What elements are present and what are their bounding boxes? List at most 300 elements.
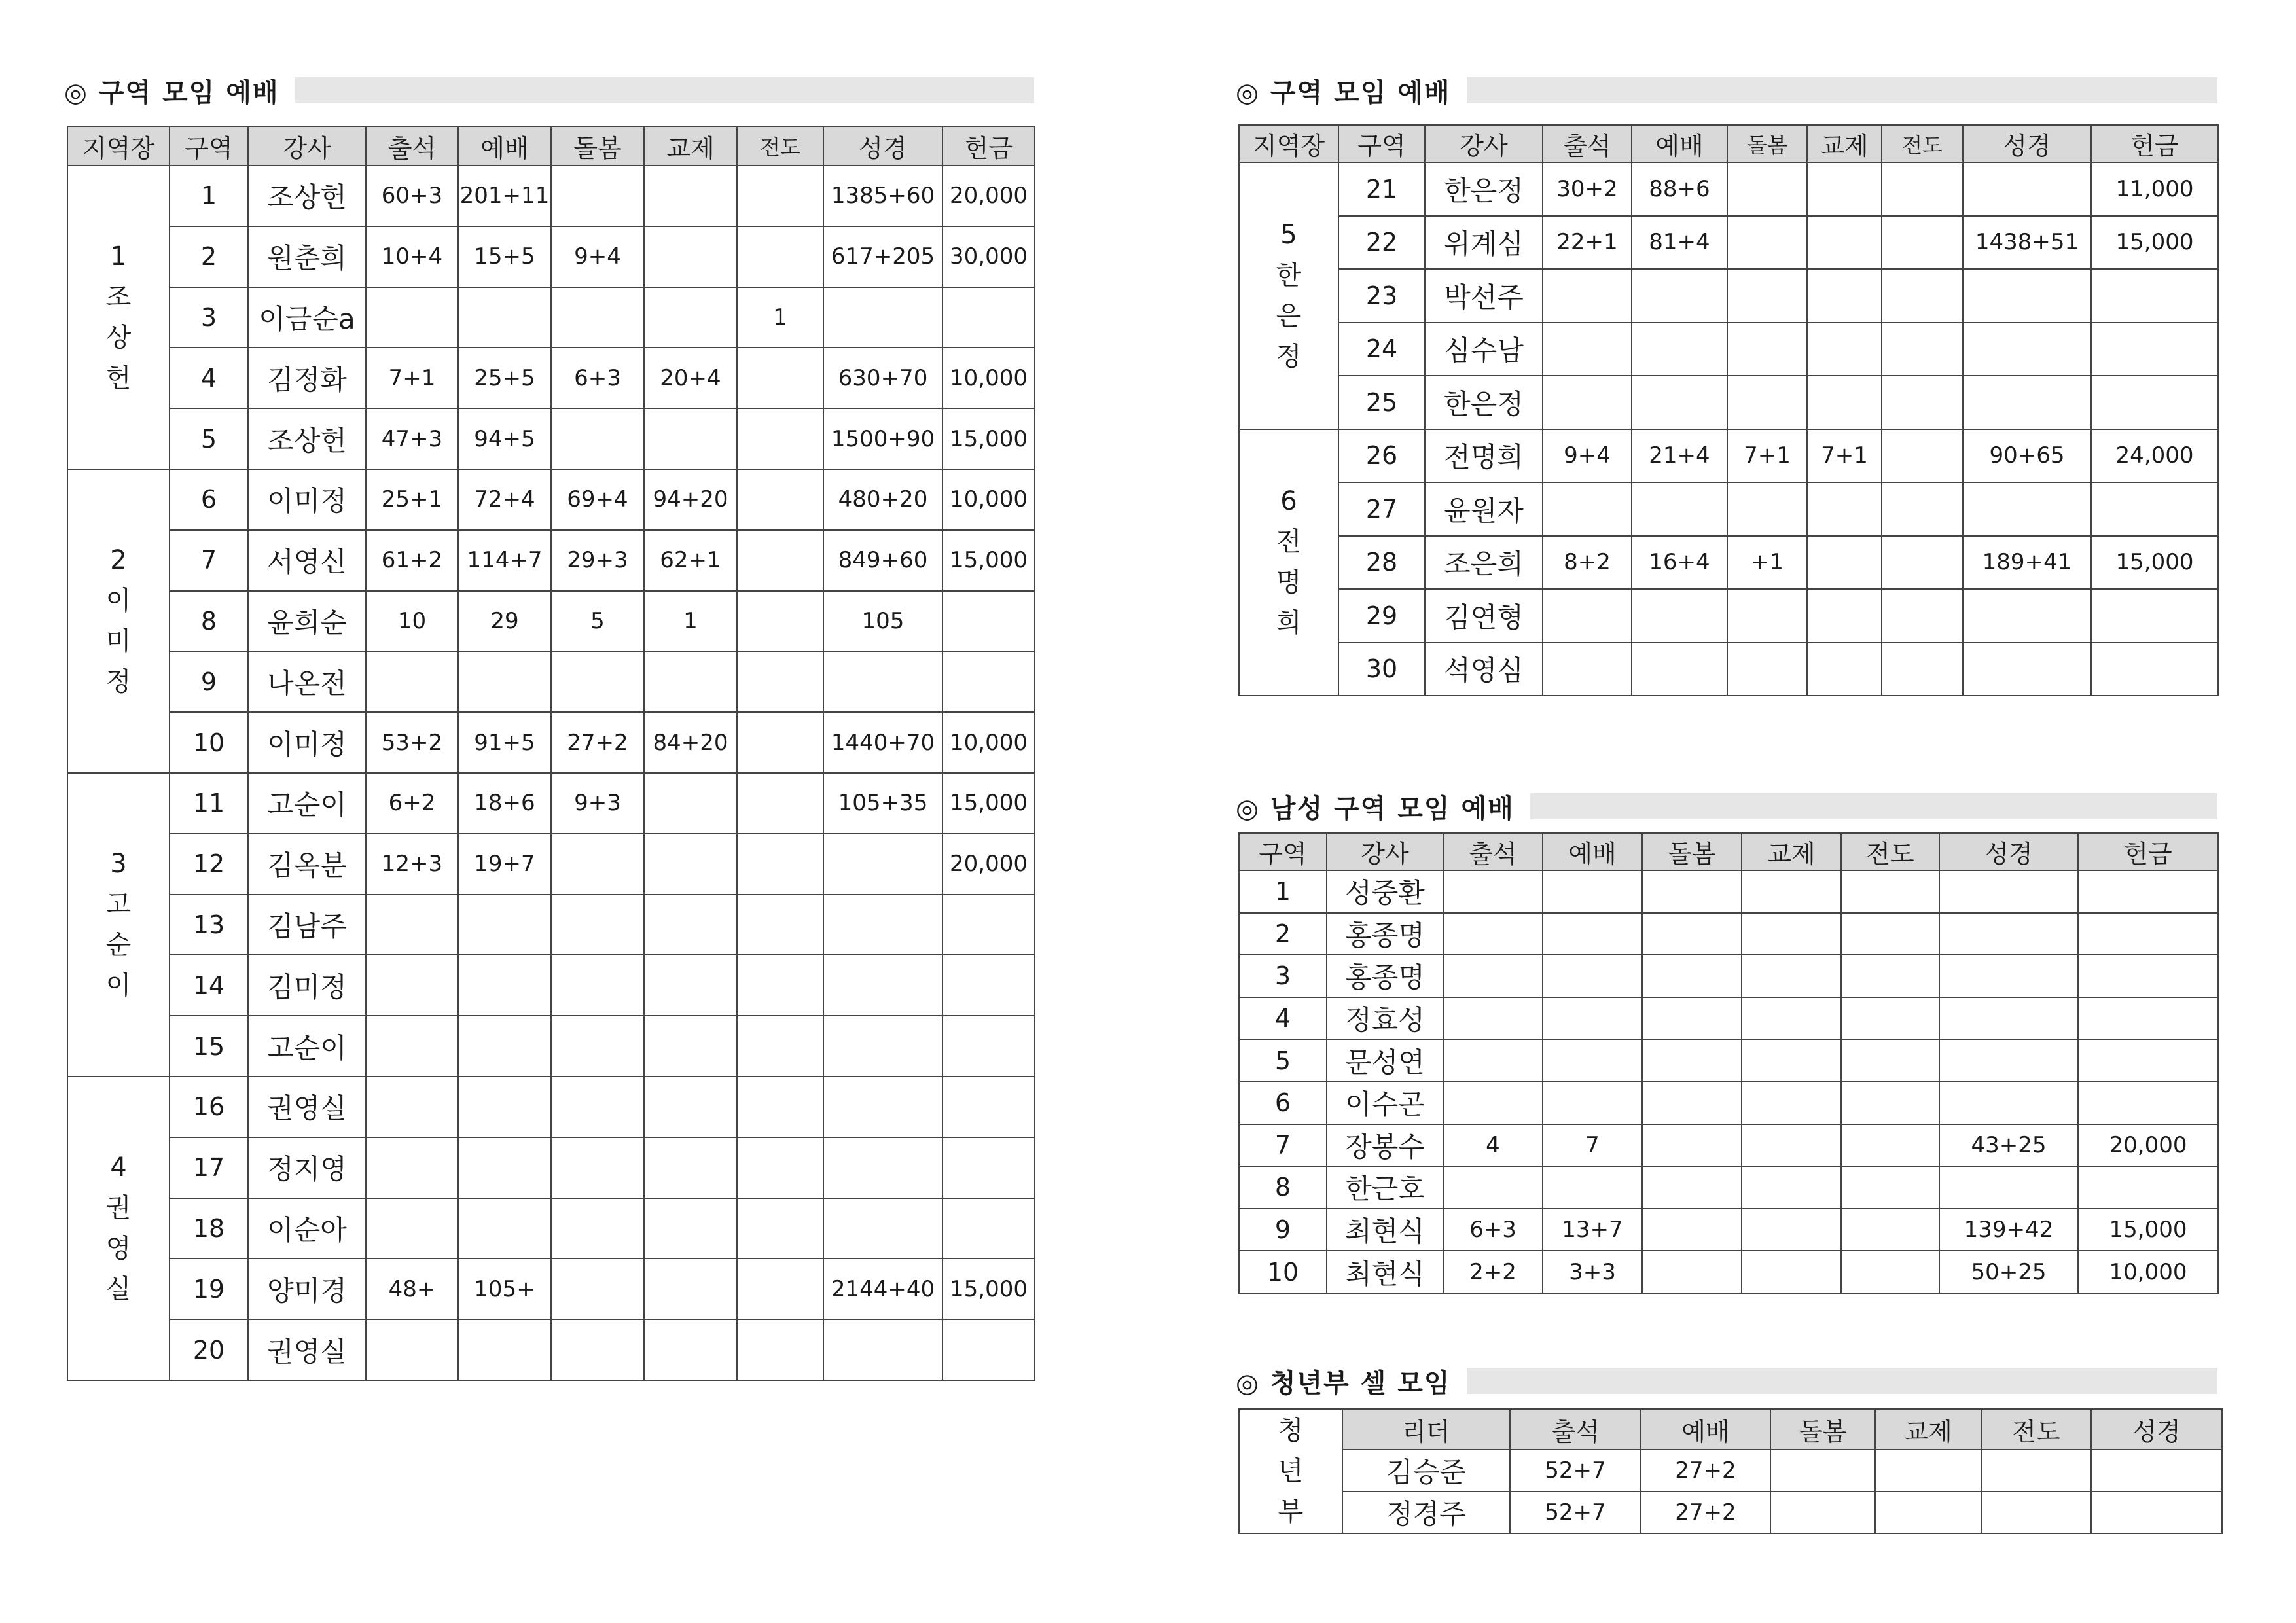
fellowship <box>1807 269 1882 323</box>
fellowship <box>644 834 737 895</box>
care <box>1642 913 1742 955</box>
worship <box>1543 1166 1642 1209</box>
bible <box>1963 269 2091 323</box>
district-number: 1 <box>1239 870 1327 913</box>
district-number: 13 <box>170 895 248 955</box>
district-number: 29 <box>1338 589 1425 643</box>
district-number: 25 <box>1338 376 1425 429</box>
attendance <box>366 1077 458 1137</box>
district-number: 27 <box>1338 482 1425 536</box>
youth-group-char: 년 <box>1278 1456 1304 1486</box>
offering <box>942 1016 1035 1077</box>
attendance: 6+2 <box>366 773 458 834</box>
offering: 15,000 <box>942 408 1035 469</box>
district-leader-char: 이 <box>105 970 132 1001</box>
header-teacher: 강사 <box>248 126 366 166</box>
leader-name: 정경주 <box>1342 1491 1510 1533</box>
title-bar <box>1467 77 2217 103</box>
fellowship <box>1742 955 1841 997</box>
attendance: 7+1 <box>366 348 458 408</box>
youth-group-label <box>1239 1409 1342 1533</box>
fellowship <box>1807 376 1882 429</box>
header-attendance: 출석 <box>1443 833 1543 870</box>
worship <box>458 1077 551 1137</box>
evangelism <box>737 469 823 530</box>
evangelism <box>737 166 823 226</box>
care: +1 <box>1727 536 1807 590</box>
table-row <box>67 530 1035 591</box>
worship: 25+5 <box>458 348 551 408</box>
offering <box>942 1077 1035 1137</box>
care <box>1727 643 1807 696</box>
attendance <box>366 1137 458 1198</box>
bible: 1438+51 <box>1963 216 2091 270</box>
teacher-name: 성중환 <box>1327 870 1443 913</box>
title-bar <box>1530 793 2217 819</box>
fellowship <box>644 287 737 348</box>
care: 29+3 <box>551 530 644 591</box>
attendance: 52+7 <box>1510 1450 1641 1491</box>
fellowship <box>1807 536 1882 590</box>
attendance: 30+2 <box>1543 162 1632 216</box>
evangelism <box>1841 1039 1939 1082</box>
fellowship <box>644 651 737 712</box>
district-leader-char: 순 <box>105 929 132 960</box>
district-leader-char: 조 <box>105 281 132 312</box>
table-row <box>1239 162 2218 216</box>
header-evangelism: 전도 <box>1882 125 1963 162</box>
section-title: ◎ 구역 모임 예배 <box>1236 77 1451 108</box>
district-number: 21 <box>1338 162 1425 216</box>
offering: 10,000 <box>942 348 1035 408</box>
attendance: 10 <box>366 591 458 652</box>
evangelism <box>1882 216 1963 270</box>
bible <box>1963 643 2091 696</box>
worship <box>458 287 551 348</box>
fellowship <box>1742 913 1841 955</box>
attendance: 52+7 <box>1510 1491 1641 1533</box>
district-worship-table-right <box>1238 124 2219 696</box>
offering: 15,000 <box>2091 216 2218 270</box>
attendance: 9+4 <box>1543 429 1632 483</box>
bible: 480+20 <box>823 469 942 530</box>
header-attendance: 출석 <box>1543 125 1632 162</box>
table-row <box>67 408 1035 469</box>
care: 69+4 <box>551 469 644 530</box>
care: 6+3 <box>551 348 644 408</box>
table-header-row <box>1239 833 2218 870</box>
teacher-name: 서영신 <box>248 530 366 591</box>
district-number: 15 <box>170 1016 248 1077</box>
evangelism <box>1882 376 1963 429</box>
attendance <box>1443 1082 1543 1124</box>
bible: 139+42 <box>1939 1209 2078 1251</box>
bible <box>1939 1039 2078 1082</box>
district-leader-char: 헌 <box>105 363 132 393</box>
teacher-name: 정효성 <box>1327 997 1443 1040</box>
fellowship <box>1742 1209 1841 1251</box>
table-row <box>67 287 1035 348</box>
attendance <box>1543 323 1632 376</box>
district-number: 24 <box>1338 323 1425 376</box>
offering <box>2091 643 2218 696</box>
evangelism <box>1841 1251 1939 1293</box>
care <box>1642 1251 1742 1293</box>
teacher-name: 이금순a <box>248 287 366 348</box>
district-leader-label <box>67 1077 170 1380</box>
fellowship <box>644 1137 737 1198</box>
worship: 91+5 <box>458 712 551 773</box>
teacher-name: 정지영 <box>248 1137 366 1198</box>
district-number: 2 <box>1239 913 1327 955</box>
header-leader: 리더 <box>1342 1409 1510 1450</box>
evangelism <box>737 348 823 408</box>
district-leader-char: 3 <box>110 848 127 879</box>
evangelism <box>737 955 823 1016</box>
care <box>1642 1166 1742 1209</box>
header-district: 구역 <box>170 126 248 166</box>
teacher-name: 이미정 <box>248 469 366 530</box>
district-leader-char: 은 <box>1276 300 1302 331</box>
attendance: 4 <box>1443 1124 1543 1167</box>
evangelism <box>737 1016 823 1077</box>
fellowship <box>644 895 737 955</box>
header-care: 돌봄 <box>551 126 644 166</box>
attendance: 47+3 <box>366 408 458 469</box>
offering: 10,000 <box>2078 1251 2218 1293</box>
table-row <box>1239 482 2218 536</box>
evangelism <box>737 530 823 591</box>
header-evangelism: 전도 <box>737 126 823 166</box>
district-leader-char: 정 <box>105 666 132 697</box>
header-care: 돌봄 <box>1727 125 1807 162</box>
header-district: 구역 <box>1338 125 1425 162</box>
offering <box>2091 482 2218 536</box>
table-row <box>67 166 1035 226</box>
bible <box>1939 870 2078 913</box>
fellowship <box>1742 1039 1841 1082</box>
teacher-name: 조은희 <box>1425 536 1543 590</box>
worship: 16+4 <box>1632 536 1727 590</box>
table-row <box>67 1016 1035 1077</box>
district-number: 9 <box>1239 1209 1327 1251</box>
teacher-name: 석영심 <box>1425 643 1543 696</box>
evangelism <box>1841 913 1939 955</box>
district-number: 28 <box>1338 536 1425 590</box>
fellowship <box>1742 1166 1841 1209</box>
care <box>551 1077 644 1137</box>
fellowship <box>644 1319 737 1380</box>
attendance <box>1443 913 1543 955</box>
offering: 15,000 <box>2091 536 2218 590</box>
district-number: 19 <box>170 1258 248 1319</box>
district-number: 5 <box>170 408 248 469</box>
bible: 1440+70 <box>823 712 942 773</box>
evangelism <box>1981 1450 2091 1491</box>
table-header-row <box>1239 125 2218 162</box>
bible <box>1963 589 2091 643</box>
district-leader-char: 상 <box>105 322 132 353</box>
table-row <box>67 1258 1035 1319</box>
header-offering: 헌금 <box>2078 833 2218 870</box>
header-bible: 성경 <box>2091 1409 2222 1450</box>
worship <box>1543 955 1642 997</box>
bible: 43+25 <box>1939 1124 2078 1167</box>
district-number: 11 <box>170 773 248 834</box>
worship: 7 <box>1543 1124 1642 1167</box>
attendance <box>1443 870 1543 913</box>
table-row <box>67 712 1035 773</box>
attendance: 22+1 <box>1543 216 1632 270</box>
t2-body <box>1239 162 2218 696</box>
teacher-name: 이순아 <box>248 1198 366 1259</box>
worship: 13+7 <box>1543 1209 1642 1251</box>
district-leader-label <box>67 166 170 469</box>
district-number: 6 <box>1239 1082 1327 1124</box>
care <box>551 1016 644 1077</box>
table-row <box>1239 1251 2218 1293</box>
district-number: 4 <box>170 348 248 408</box>
attendance <box>366 1319 458 1380</box>
worship: 88+6 <box>1632 162 1727 216</box>
bible <box>1963 482 2091 536</box>
evangelism <box>737 712 823 773</box>
table-row <box>1239 913 2218 955</box>
district-number: 12 <box>170 834 248 895</box>
evangelism <box>1841 1124 1939 1167</box>
district-number: 3 <box>1239 955 1327 997</box>
attendance <box>366 1198 458 1259</box>
fellowship <box>1742 997 1841 1040</box>
worship <box>1632 482 1727 536</box>
header-worship: 예배 <box>1543 833 1642 870</box>
fellowship <box>644 166 737 226</box>
teacher-name: 김미정 <box>248 955 366 1016</box>
worship <box>1543 870 1642 913</box>
worship <box>458 955 551 1016</box>
evangelism <box>1882 482 1963 536</box>
bible: 630+70 <box>823 348 942 408</box>
table-header-row <box>67 126 1035 166</box>
mens-district-table <box>1238 832 2219 1294</box>
care <box>551 1319 644 1380</box>
fellowship <box>1807 162 1882 216</box>
care <box>551 955 644 1016</box>
teacher-name: 원춘희 <box>248 226 366 287</box>
worship: 94+5 <box>458 408 551 469</box>
bible <box>823 651 942 712</box>
header-district-leader: 지역장 <box>1239 125 1338 162</box>
worship <box>458 1137 551 1198</box>
fellowship <box>644 1258 737 1319</box>
offering <box>2078 955 2218 997</box>
table-header-row <box>1239 1409 2222 1450</box>
evangelism <box>737 651 823 712</box>
care <box>1727 216 1807 270</box>
evangelism <box>1841 1209 1939 1251</box>
table-row <box>67 895 1035 955</box>
table-row <box>67 1319 1035 1380</box>
offering <box>2091 269 2218 323</box>
attendance <box>1443 997 1543 1040</box>
title-bar <box>295 77 1034 103</box>
bible: 2144+40 <box>823 1258 942 1319</box>
evangelism <box>737 895 823 955</box>
teacher-name: 나온전 <box>248 651 366 712</box>
fellowship <box>644 773 737 834</box>
section-title: ◎ 구역 모임 예배 <box>64 77 279 108</box>
care <box>551 166 644 226</box>
evangelism <box>1882 323 1963 376</box>
attendance: 6+3 <box>1443 1209 1543 1251</box>
district-number: 22 <box>1338 216 1425 270</box>
offering: 15,000 <box>2078 1209 2218 1251</box>
header-attendance: 출석 <box>1510 1409 1641 1450</box>
offering: 15,000 <box>942 530 1035 591</box>
table-row <box>1239 997 2218 1040</box>
attendance: 2+2 <box>1443 1251 1543 1293</box>
offering: 20,000 <box>942 166 1035 226</box>
bible: 189+41 <box>1963 536 2091 590</box>
district-number: 23 <box>1338 269 1425 323</box>
care <box>1642 1124 1742 1167</box>
bible <box>823 955 942 1016</box>
worship <box>1543 1039 1642 1082</box>
offering <box>942 1198 1035 1259</box>
attendance: 8+2 <box>1543 536 1632 590</box>
bible <box>823 1137 942 1198</box>
worship <box>1543 1082 1642 1124</box>
table-row <box>67 1137 1035 1198</box>
offering <box>942 651 1035 712</box>
district-number: 30 <box>1338 643 1425 696</box>
district-leader-char: 영 <box>105 1233 132 1264</box>
header-worship: 예배 <box>1641 1409 1770 1450</box>
evangelism <box>737 408 823 469</box>
district-number: 9 <box>170 651 248 712</box>
header-worship: 예배 <box>1632 125 1727 162</box>
evangelism <box>1882 536 1963 590</box>
district-leader-label <box>1239 429 1338 696</box>
fellowship: 94+20 <box>644 469 737 530</box>
worship <box>458 895 551 955</box>
evangelism <box>1882 643 1963 696</box>
fellowship: 7+1 <box>1807 429 1882 483</box>
bible <box>823 895 942 955</box>
header-bible: 성경 <box>1963 125 2091 162</box>
fellowship: 1 <box>644 591 737 652</box>
offering <box>2078 1039 2218 1082</box>
table-row <box>67 1077 1035 1137</box>
care: 9+4 <box>551 226 644 287</box>
worship <box>1632 269 1727 323</box>
header-offering: 헌금 <box>2091 125 2218 162</box>
fellowship <box>644 226 737 287</box>
table-row <box>1239 955 2218 997</box>
header-bible: 성경 <box>823 126 942 166</box>
attendance <box>1543 589 1632 643</box>
care <box>551 895 644 955</box>
table-row <box>1239 536 2218 590</box>
bible <box>823 1077 942 1137</box>
bible <box>823 834 942 895</box>
teacher-name: 홍종명 <box>1327 913 1443 955</box>
fellowship <box>644 408 737 469</box>
header-fellowship: 교제 <box>1807 125 1882 162</box>
teacher-name: 고순이 <box>248 773 366 834</box>
fellowship <box>1742 1082 1841 1124</box>
care <box>551 1137 644 1198</box>
worship <box>1543 913 1642 955</box>
attendance <box>1443 1166 1543 1209</box>
offering: 20,000 <box>942 834 1035 895</box>
worship: 72+4 <box>458 469 551 530</box>
title-bar <box>1467 1368 2217 1394</box>
attendance <box>1543 376 1632 429</box>
table-row <box>1239 1166 2218 1209</box>
evangelism <box>737 1198 823 1259</box>
offering: 15,000 <box>942 773 1035 834</box>
header-worship: 예배 <box>458 126 551 166</box>
table-row <box>67 955 1035 1016</box>
district-leader-char: 이 <box>105 585 132 616</box>
attendance <box>1443 1039 1543 1082</box>
header-fellowship: 교제 <box>644 126 737 166</box>
evangelism <box>737 1077 823 1137</box>
header-care: 돌봄 <box>1770 1409 1875 1450</box>
care: 9+3 <box>551 773 644 834</box>
teacher-name: 고순이 <box>248 1016 366 1077</box>
district-leader-char: 1 <box>110 241 127 272</box>
worship <box>458 1198 551 1259</box>
offering: 10,000 <box>942 712 1035 773</box>
offering <box>2078 870 2218 913</box>
care <box>551 651 644 712</box>
teacher-name: 심수남 <box>1425 323 1543 376</box>
section-heading-mens-district <box>1236 787 2217 826</box>
fellowship <box>644 955 737 1016</box>
bible: 105+35 <box>823 773 942 834</box>
teacher-name: 전명희 <box>1425 429 1543 483</box>
care <box>1642 1082 1742 1124</box>
care <box>1642 955 1742 997</box>
evangelism <box>737 834 823 895</box>
fellowship <box>1807 482 1882 536</box>
teacher-name: 한은정 <box>1425 162 1543 216</box>
district-number: 5 <box>1239 1039 1327 1082</box>
table-row <box>1239 216 2218 270</box>
header-evangelism: 전도 <box>1841 833 1939 870</box>
teacher-name: 최현식 <box>1327 1251 1443 1293</box>
care <box>551 408 644 469</box>
bible: 617+205 <box>823 226 942 287</box>
fellowship <box>644 1198 737 1259</box>
youth-group-char: 부 <box>1278 1497 1304 1527</box>
fellowship <box>1742 870 1841 913</box>
offering <box>2091 376 2218 429</box>
district-leader-char: 실 <box>105 1274 132 1304</box>
table-row <box>1239 323 2218 376</box>
table-row <box>67 469 1035 530</box>
fellowship <box>644 1077 737 1137</box>
section-heading-district-worship-1 <box>64 71 1034 110</box>
table-row <box>67 834 1035 895</box>
district-number: 10 <box>1239 1251 1327 1293</box>
teacher-name: 권영실 <box>248 1077 366 1137</box>
section-title: ◎ 남성 구역 모임 예배 <box>1236 793 1515 824</box>
teacher-name: 조상헌 <box>248 408 366 469</box>
fellowship <box>1807 643 1882 696</box>
